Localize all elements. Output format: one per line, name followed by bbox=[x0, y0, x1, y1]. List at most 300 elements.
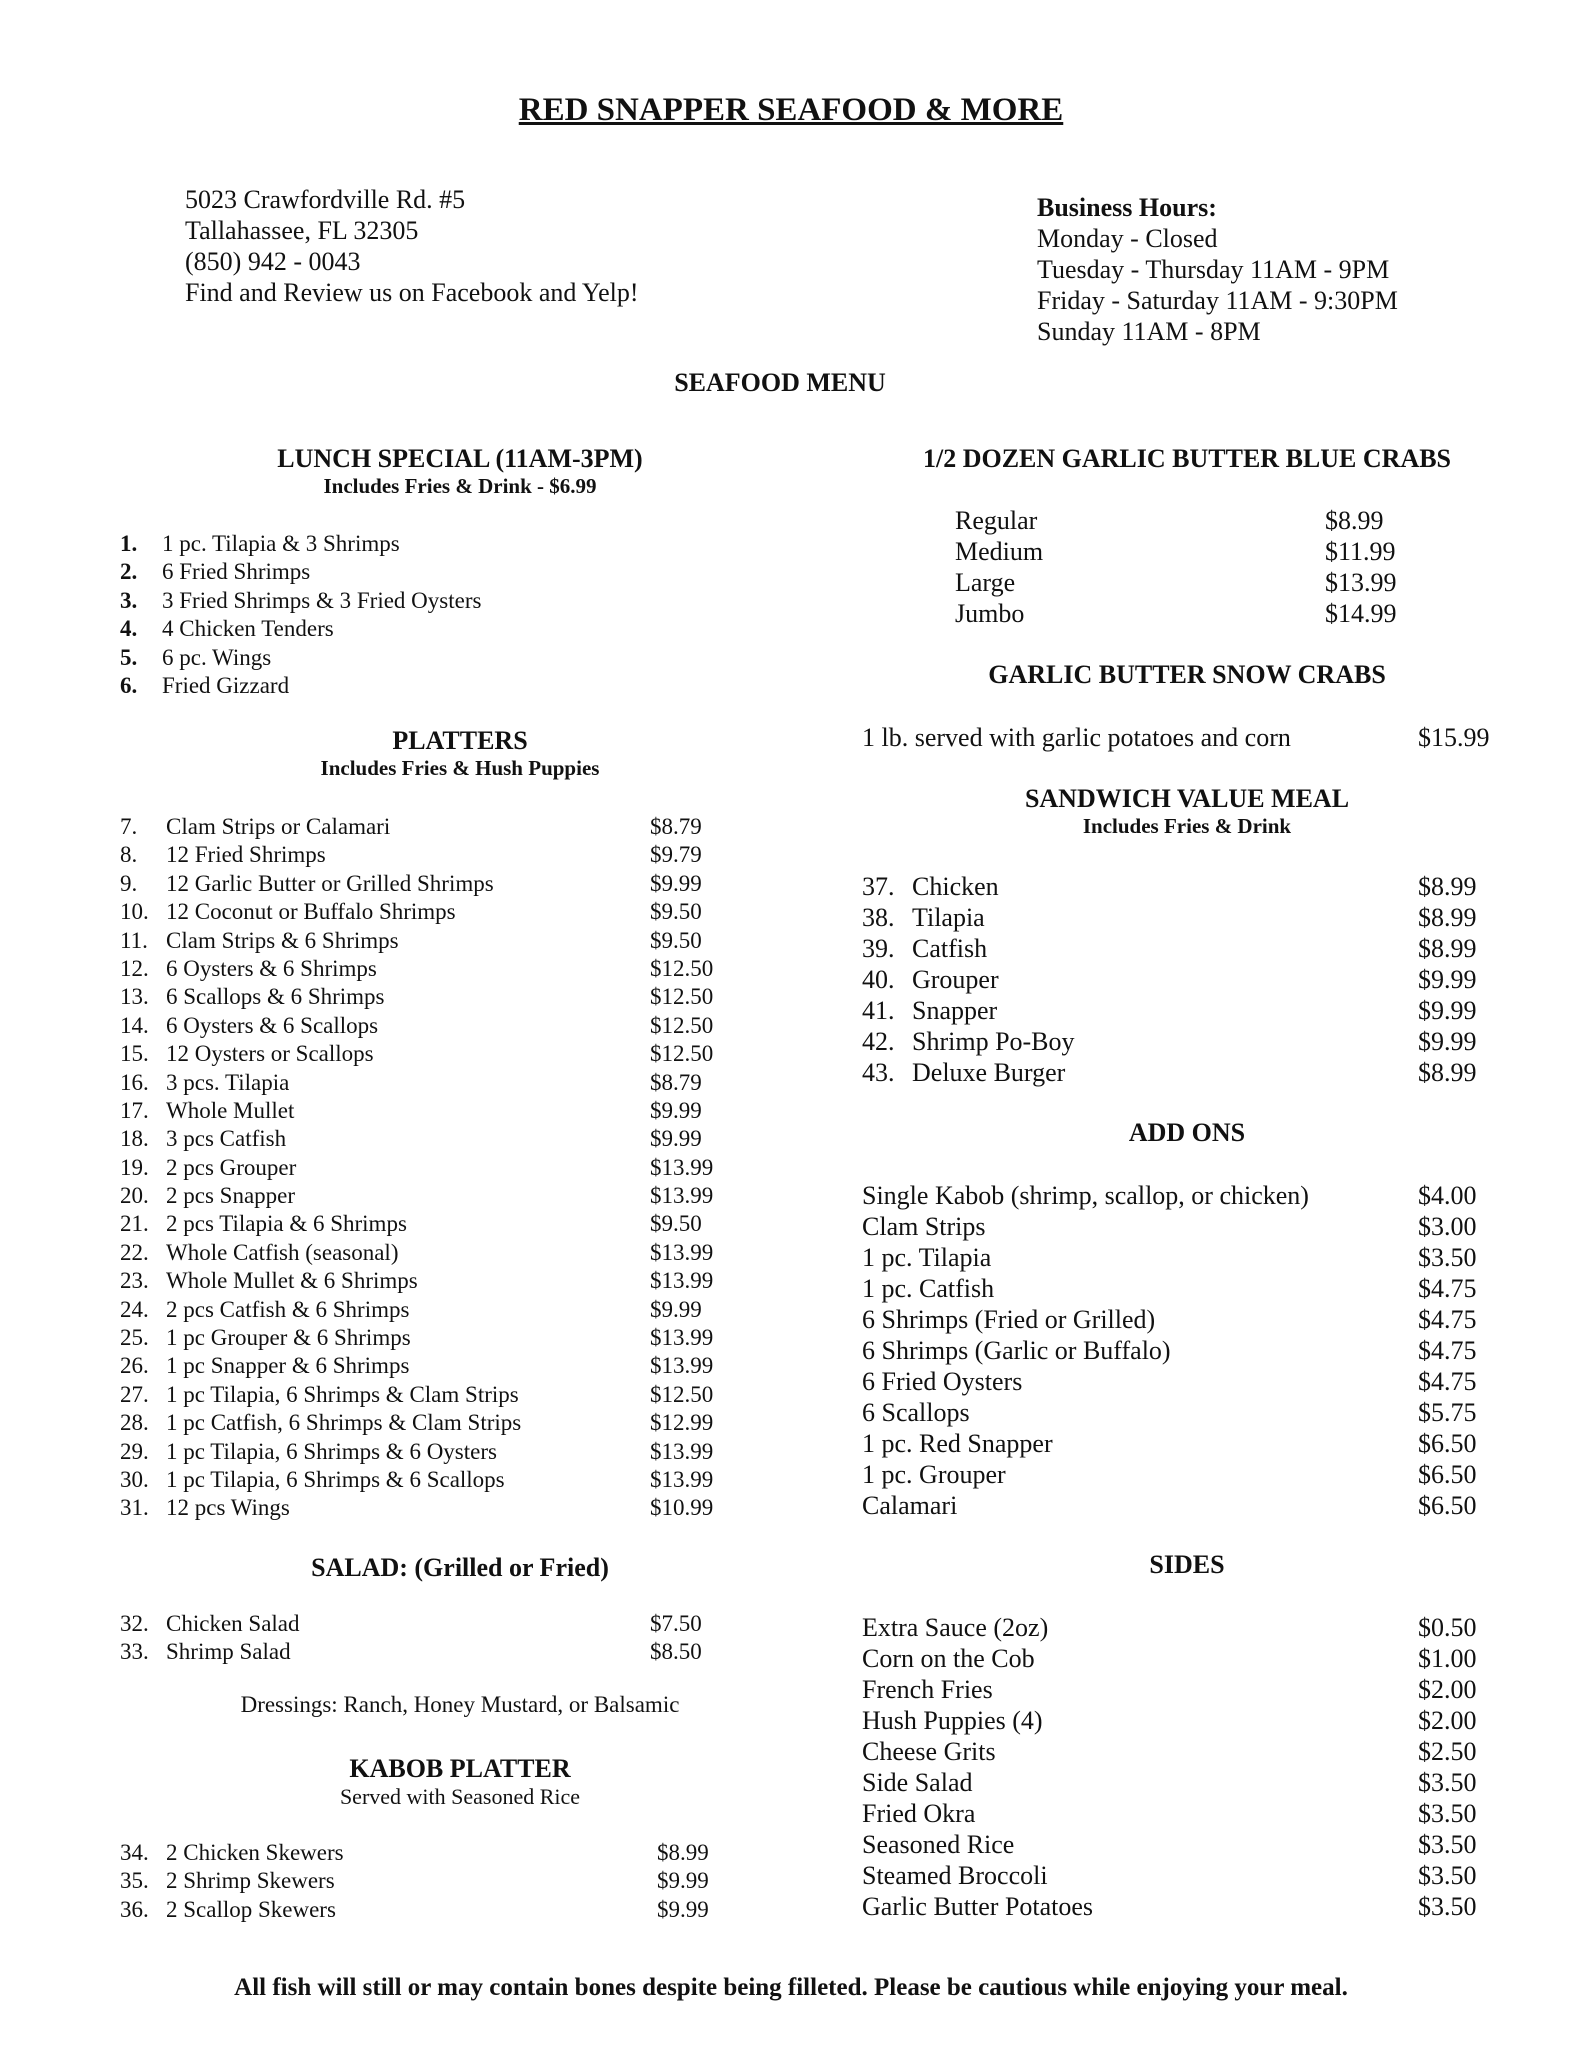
salad-title: SALAD: (Grilled or Fried) bbox=[311, 1553, 609, 1582]
kabob-list bbox=[120, 1839, 800, 1924]
list-item bbox=[120, 870, 800, 898]
list-item bbox=[120, 1296, 800, 1324]
item-number: 14. bbox=[120, 1012, 149, 1038]
list-item bbox=[862, 1736, 1512, 1767]
item-number: 25. bbox=[120, 1325, 149, 1351]
item-price: $12.50 bbox=[650, 1041, 714, 1067]
list-item bbox=[862, 1242, 1512, 1273]
item-name: 12 Oysters or Scallops bbox=[166, 1041, 374, 1067]
item-name: 6 Oysters & 6 Scallops bbox=[166, 1012, 379, 1038]
item-entry bbox=[120, 955, 377, 983]
addons-list bbox=[862, 1180, 1512, 1521]
list-item bbox=[120, 1867, 800, 1895]
item-entry bbox=[862, 1891, 1093, 1922]
item-price: $3.50 bbox=[1418, 1799, 1477, 1828]
item-name: 1 pc. Catfish bbox=[862, 1274, 995, 1303]
item-number: 42. bbox=[862, 1027, 895, 1056]
list-item bbox=[120, 1125, 800, 1153]
item-entry bbox=[120, 615, 334, 643]
item-entry bbox=[120, 558, 310, 586]
item-entry bbox=[120, 813, 390, 841]
platters-title: PLATTERS bbox=[392, 726, 528, 755]
item-name: Tilapia bbox=[912, 903, 985, 932]
item-name: 12 pcs Wings bbox=[166, 1495, 290, 1521]
item-name: Hush Puppies (4) bbox=[862, 1706, 1043, 1735]
item-name: Shrimp Salad bbox=[166, 1639, 291, 1665]
item-price: $2.00 bbox=[1418, 1675, 1477, 1704]
item-price: $8.50 bbox=[650, 1639, 702, 1665]
addons-title: ADD ONS bbox=[1128, 1118, 1246, 1147]
item-price: $13.99 bbox=[650, 1466, 714, 1492]
item-entry bbox=[120, 1125, 286, 1153]
kabob-subtitle: Served with Seasoned Rice bbox=[339, 1784, 581, 1809]
item-price: $10.99 bbox=[650, 1495, 714, 1521]
item-entry bbox=[862, 1860, 1048, 1891]
item-price: $9.50 bbox=[650, 927, 702, 953]
list-item bbox=[120, 898, 800, 926]
item-price: $8.99 bbox=[1418, 1058, 1477, 1087]
phone-number: (850) 942 - 0043 bbox=[185, 247, 361, 276]
list-item bbox=[120, 1324, 800, 1352]
item-name: Clam Strips bbox=[862, 1212, 986, 1241]
list-item bbox=[862, 871, 1512, 902]
item-entry bbox=[862, 1829, 1014, 1860]
item-price: $13.99 bbox=[650, 1268, 714, 1294]
item-price: $8.99 bbox=[1418, 903, 1477, 932]
item-name: Shrimp Po-Boy bbox=[912, 1027, 1075, 1056]
item-number: 4. bbox=[120, 616, 138, 642]
list-item bbox=[120, 1494, 800, 1522]
kabob-section bbox=[120, 1754, 800, 1810]
item-price: $3.50 bbox=[1418, 1243, 1477, 1272]
item-name: 2 Chicken Skewers bbox=[166, 1840, 344, 1865]
item-entry bbox=[120, 1097, 294, 1125]
item-number: 3. bbox=[120, 587, 138, 613]
item-number: 12. bbox=[120, 955, 149, 981]
item-price: $4.75 bbox=[1418, 1305, 1477, 1334]
item-price: $3.50 bbox=[1418, 1830, 1477, 1859]
blue-crabs-section bbox=[862, 444, 1512, 474]
item-price: $13.99 bbox=[650, 1183, 714, 1209]
item-name: 6 Shrimps (Garlic or Buffalo) bbox=[862, 1336, 1171, 1365]
snow-crabs-title: GARLIC BUTTER SNOW CRABS bbox=[988, 660, 1386, 689]
item-entry bbox=[120, 1012, 378, 1040]
list-item bbox=[120, 587, 800, 615]
sides-list bbox=[862, 1612, 1512, 1922]
item-name: Steamed Broccoli bbox=[862, 1861, 1048, 1890]
item-number: 26. bbox=[120, 1353, 149, 1379]
item-name: Deluxe Burger bbox=[912, 1058, 1066, 1087]
item-number: 41. bbox=[862, 996, 895, 1025]
item-number: 15. bbox=[120, 1041, 149, 1067]
blue-crabs-list bbox=[955, 505, 1405, 629]
list-item bbox=[120, 1352, 800, 1380]
item-entry bbox=[120, 1154, 296, 1182]
item-price: $0.50 bbox=[1418, 1613, 1477, 1642]
item-number: 5. bbox=[120, 644, 138, 670]
item-entry bbox=[120, 1069, 289, 1097]
item-entry bbox=[120, 587, 481, 615]
item-price: $13.99 bbox=[650, 1325, 714, 1351]
item-price: $3.00 bbox=[1418, 1212, 1477, 1241]
item-name: 1 pc. Tilapia & 3 Shrimps bbox=[162, 531, 400, 556]
item-entry bbox=[862, 1273, 994, 1304]
item-price: $9.99 bbox=[657, 1896, 709, 1922]
item-price: $9.99 bbox=[1418, 965, 1477, 994]
item-name: 2 Shrimp Skewers bbox=[166, 1868, 335, 1894]
salad-list bbox=[120, 1610, 800, 1667]
item-number: 29. bbox=[120, 1438, 149, 1464]
addons-section bbox=[862, 1118, 1512, 1148]
item-entry bbox=[955, 598, 1024, 629]
item-price: $9.99 bbox=[650, 1126, 702, 1152]
list-item bbox=[120, 615, 800, 643]
sides-title: SIDES bbox=[1149, 1550, 1225, 1579]
list-item bbox=[955, 567, 1405, 598]
item-price: $6.50 bbox=[1418, 1460, 1477, 1489]
item-entry bbox=[120, 1381, 519, 1409]
item-entry bbox=[120, 644, 271, 672]
item-number: 2. bbox=[120, 559, 138, 585]
item-entry bbox=[120, 1438, 497, 1466]
item-name: 6 Fried Oysters bbox=[862, 1367, 1023, 1396]
business-hours bbox=[1037, 192, 1398, 347]
lunch-special-title: LUNCH SPECIAL (11AM-3PM) bbox=[277, 444, 643, 473]
item-entry bbox=[862, 964, 999, 995]
list-item bbox=[120, 1040, 800, 1068]
item-entry bbox=[862, 1397, 970, 1428]
item-number: 35. bbox=[120, 1868, 149, 1894]
list-item bbox=[862, 964, 1512, 995]
item-entry bbox=[862, 1459, 1006, 1490]
item-name: Whole Mullet & 6 Shrimps bbox=[166, 1268, 418, 1294]
item-entry bbox=[120, 1896, 336, 1924]
list-item bbox=[862, 1767, 1512, 1798]
sandwich-section bbox=[862, 784, 1512, 839]
item-entry bbox=[862, 1366, 1022, 1397]
item-name: 1 pc. Grouper bbox=[862, 1460, 1006, 1489]
item-name: Snapper bbox=[912, 996, 998, 1025]
item-number: 34. bbox=[120, 1840, 149, 1865]
list-item bbox=[862, 1674, 1512, 1705]
item-number: 6. bbox=[120, 672, 138, 698]
address-line: 5023 Crawfordville Rd. #5 bbox=[185, 185, 466, 214]
item-price: $12.50 bbox=[650, 955, 714, 981]
item-entry bbox=[862, 1242, 991, 1273]
list-item bbox=[120, 983, 800, 1011]
item-price: $12.50 bbox=[650, 1012, 714, 1038]
item-number: 19. bbox=[120, 1154, 149, 1180]
item-entry bbox=[862, 1490, 957, 1521]
item-number: 24. bbox=[120, 1296, 149, 1322]
list-item bbox=[120, 1638, 800, 1666]
list-item bbox=[120, 1409, 800, 1437]
item-name: Extra Sauce (2oz) bbox=[862, 1613, 1049, 1642]
item-price: $4.75 bbox=[1418, 1274, 1477, 1303]
item-entry bbox=[120, 672, 289, 700]
item-entry bbox=[120, 1839, 344, 1867]
item-entry bbox=[120, 1352, 409, 1380]
item-entry bbox=[862, 1705, 1043, 1736]
item-entry bbox=[955, 536, 1043, 567]
list-item bbox=[862, 1026, 1512, 1057]
item-entry bbox=[120, 1494, 290, 1522]
list-item bbox=[862, 1428, 1512, 1459]
item-name: Grouper bbox=[912, 965, 999, 994]
list-item bbox=[862, 1612, 1512, 1643]
item-number: 37. bbox=[862, 872, 895, 901]
review-note: Find and Review us on Facebook and Yelp! bbox=[185, 278, 639, 307]
list-item bbox=[862, 1211, 1512, 1242]
item-entry bbox=[862, 1057, 1065, 1088]
item-number: 30. bbox=[120, 1466, 149, 1492]
item-price: $4.75 bbox=[1418, 1367, 1477, 1396]
blue-crabs-title: 1/2 DOZEN GARLIC BUTTER BLUE CRABS bbox=[922, 444, 1452, 473]
item-price: $9.50 bbox=[650, 899, 702, 925]
item-name: 2 pcs Grouper bbox=[166, 1154, 297, 1180]
item-name: Jumbo bbox=[955, 599, 1025, 628]
list-item bbox=[862, 1304, 1512, 1335]
item-name: Medium bbox=[955, 537, 1044, 566]
item-number: 7. bbox=[120, 814, 138, 839]
item-number: 28. bbox=[120, 1410, 149, 1436]
item-entry bbox=[120, 1610, 300, 1638]
item-price: $8.79 bbox=[650, 1069, 702, 1095]
list-item bbox=[955, 536, 1405, 567]
item-name: Chicken Salad bbox=[166, 1611, 300, 1636]
item-price: $12.50 bbox=[650, 1381, 714, 1407]
lunch-special-list bbox=[120, 530, 800, 700]
item-price: $13.99 bbox=[650, 1239, 714, 1265]
item-price: $3.50 bbox=[1418, 1768, 1477, 1797]
item-entry bbox=[120, 1296, 409, 1324]
item-name: Clam Strips or Calamari bbox=[166, 814, 391, 839]
list-item bbox=[862, 1798, 1512, 1829]
item-price: $9.99 bbox=[650, 870, 702, 896]
list-item bbox=[862, 1643, 1512, 1674]
list-item bbox=[120, 1182, 800, 1210]
list-item bbox=[862, 1829, 1512, 1860]
item-name: 12 Coconut or Buffalo Shrimps bbox=[166, 899, 456, 925]
item-name: French Fries bbox=[862, 1675, 993, 1704]
list-item bbox=[120, 927, 800, 955]
list-item bbox=[120, 1267, 800, 1295]
item-name: 12 Garlic Butter or Grilled Shrimps bbox=[166, 870, 494, 896]
address-block bbox=[185, 184, 639, 308]
snow-crabs-section bbox=[862, 660, 1512, 690]
item-entry bbox=[120, 1867, 335, 1895]
list-item bbox=[862, 933, 1512, 964]
item-number: 31. bbox=[120, 1495, 149, 1521]
item-name: 6 Shrimps (Fried or Grilled) bbox=[862, 1305, 1156, 1334]
salad-section bbox=[120, 1553, 800, 1583]
item-price: $13.99 bbox=[650, 1438, 714, 1464]
item-price: $2.00 bbox=[1418, 1706, 1477, 1735]
item-price: $13.99 bbox=[650, 1353, 714, 1379]
item-number: 16. bbox=[120, 1069, 149, 1095]
bones-warning: All fish will still or may contain bones despite being filleted. Please be cautious while enjoying your meal. bbox=[234, 1974, 1348, 2001]
item-number: 36. bbox=[120, 1896, 149, 1922]
sides-section bbox=[862, 1550, 1512, 1580]
list-item bbox=[120, 1438, 800, 1466]
menu-title: RED SNAPPER SEAFOOD & MORE bbox=[518, 92, 1064, 128]
item-entry bbox=[862, 1736, 996, 1767]
item-entry bbox=[120, 983, 385, 1011]
item-entry bbox=[955, 567, 1015, 598]
item-price: $2.50 bbox=[1418, 1737, 1477, 1766]
item-number: 8. bbox=[120, 842, 138, 868]
sandwich-subtitle: Includes Fries & Drink bbox=[1082, 814, 1292, 838]
item-name: Whole Catfish (seasonal) bbox=[166, 1239, 399, 1265]
item-name: 3 Fried Shrimps & 3 Fried Oysters bbox=[162, 587, 482, 613]
list-item bbox=[120, 813, 800, 841]
item-price: $7.50 bbox=[650, 1611, 702, 1636]
item-entry bbox=[120, 1210, 407, 1238]
item-entry bbox=[862, 1674, 993, 1705]
list-item bbox=[120, 558, 800, 586]
item-number: 9. bbox=[120, 870, 138, 896]
item-name: 1 pc Tilapia, 6 Shrimps & 6 Oysters bbox=[166, 1438, 497, 1464]
list-item bbox=[120, 1610, 800, 1638]
item-name: 1 pc. Tilapia bbox=[862, 1243, 992, 1272]
item-name: Corn on the Cob bbox=[862, 1644, 1035, 1673]
item-name: 1 pc Grouper & 6 Shrimps bbox=[166, 1325, 411, 1351]
item-name: 2 Scallop Skewers bbox=[166, 1896, 336, 1922]
item-number: 11. bbox=[120, 927, 148, 953]
item-price: $6.50 bbox=[1418, 1429, 1477, 1458]
list-item bbox=[862, 1490, 1512, 1521]
seafood-menu-heading: SEAFOOD MENU bbox=[674, 368, 886, 397]
list-item bbox=[862, 902, 1512, 933]
item-name: Clam Strips & 6 Shrimps bbox=[166, 927, 399, 953]
item-name: 1 pc Catfish, 6 Shrimps & Clam Strips bbox=[166, 1410, 522, 1436]
item-name: Catfish bbox=[912, 934, 988, 963]
item-name: 3 pcs. Tilapia bbox=[166, 1069, 290, 1095]
item-number: 1. bbox=[120, 531, 138, 556]
item-price: $9.99 bbox=[650, 1296, 702, 1322]
item-entry bbox=[120, 1267, 418, 1295]
item-name: 1 lb. served with garlic potatoes and corn bbox=[862, 723, 1291, 752]
list-item bbox=[862, 722, 1512, 753]
item-name: 12 Fried Shrimps bbox=[166, 842, 326, 868]
hours-line: Friday - Saturday 11AM - 9:30PM bbox=[1037, 286, 1398, 315]
item-name: Fried Gizzard bbox=[162, 672, 290, 698]
item-name: Calamari bbox=[862, 1491, 958, 1520]
platters-section bbox=[120, 726, 800, 781]
item-number: 32. bbox=[120, 1611, 149, 1636]
item-entry bbox=[862, 1026, 1075, 1057]
item-entry bbox=[120, 1040, 374, 1068]
item-entry bbox=[120, 1182, 295, 1210]
list-item bbox=[862, 1891, 1512, 1922]
hours-heading: Business Hours: bbox=[1037, 193, 1217, 222]
item-price: $13.99 bbox=[1325, 568, 1397, 597]
item-entry bbox=[120, 927, 399, 955]
list-item bbox=[120, 1896, 800, 1924]
item-entry bbox=[120, 1239, 398, 1267]
item-price: $13.99 bbox=[650, 1154, 714, 1180]
item-price: $4.00 bbox=[1418, 1181, 1477, 1210]
sandwich-title: SANDWICH VALUE MEAL bbox=[1024, 784, 1350, 813]
item-number: 13. bbox=[120, 984, 149, 1010]
item-price: $9.99 bbox=[657, 1868, 709, 1894]
item-price: $1.00 bbox=[1418, 1644, 1477, 1673]
list-item bbox=[120, 1097, 800, 1125]
list-item bbox=[120, 1012, 800, 1040]
item-number: 33. bbox=[120, 1639, 149, 1665]
item-entry bbox=[120, 1324, 411, 1352]
item-name: 1 pc Tilapia, 6 Shrimps & 6 Scallops bbox=[166, 1466, 505, 1492]
item-price: $6.50 bbox=[1418, 1491, 1477, 1520]
item-name: Seasoned Rice bbox=[862, 1830, 1015, 1859]
hours-line: Monday - Closed bbox=[1037, 224, 1218, 253]
item-name: Regular bbox=[955, 506, 1038, 535]
item-name: Chicken bbox=[912, 872, 999, 901]
item-name: Whole Mullet bbox=[166, 1097, 295, 1123]
hours-line: Sunday 11AM - 8PM bbox=[1037, 317, 1261, 346]
item-price: $8.99 bbox=[1418, 872, 1477, 901]
item-entry bbox=[862, 1304, 1155, 1335]
list-item bbox=[120, 841, 800, 869]
item-name: 6 Scallops bbox=[862, 1398, 970, 1427]
item-price: $4.75 bbox=[1418, 1336, 1477, 1365]
item-price: $9.99 bbox=[1418, 996, 1477, 1025]
item-name: 2 pcs Catfish & 6 Shrimps bbox=[166, 1296, 410, 1322]
item-price: $8.99 bbox=[1418, 934, 1477, 963]
dressings-note: Dressings: Ranch, Honey Mustard, or Balsamic bbox=[240, 1692, 680, 1717]
item-entry bbox=[862, 995, 997, 1026]
item-entry bbox=[862, 1643, 1035, 1674]
list-item bbox=[862, 1366, 1512, 1397]
item-price: $8.99 bbox=[1325, 506, 1384, 535]
item-entry bbox=[120, 898, 456, 926]
item-price: $9.99 bbox=[1418, 1027, 1477, 1056]
item-entry bbox=[862, 1428, 1053, 1459]
list-item bbox=[120, 1239, 800, 1267]
list-item bbox=[862, 1180, 1512, 1211]
item-name: Large bbox=[955, 568, 1016, 597]
list-item bbox=[862, 1397, 1512, 1428]
list-item bbox=[862, 1273, 1512, 1304]
item-price: $8.99 bbox=[657, 1840, 709, 1865]
item-entry bbox=[862, 1211, 986, 1242]
item-entry bbox=[862, 1180, 1309, 1211]
item-name: 1 pc Snapper & 6 Shrimps bbox=[166, 1353, 410, 1379]
item-number: 27. bbox=[120, 1381, 149, 1407]
item-name: 6 pc. Wings bbox=[162, 644, 272, 670]
list-item bbox=[120, 955, 800, 983]
item-name: Cheese Grits bbox=[862, 1737, 996, 1766]
hours-line: Tuesday - Thursday 11AM - 9PM bbox=[1037, 255, 1390, 284]
sandwich-list bbox=[862, 871, 1512, 1088]
list-item bbox=[120, 530, 800, 558]
list-item bbox=[120, 1381, 800, 1409]
list-item bbox=[862, 995, 1512, 1026]
item-price: $8.79 bbox=[650, 814, 702, 839]
item-entry bbox=[862, 1798, 975, 1829]
item-price: $12.50 bbox=[650, 984, 714, 1010]
item-entry bbox=[862, 1612, 1048, 1643]
item-name: Fried Okra bbox=[862, 1799, 976, 1828]
list-item bbox=[862, 1860, 1512, 1891]
list-item bbox=[955, 505, 1405, 536]
list-item bbox=[862, 1335, 1512, 1366]
item-entry bbox=[120, 870, 494, 898]
item-price: $14.99 bbox=[1325, 599, 1397, 628]
platters-subtitle: Includes Fries & Hush Puppies bbox=[320, 756, 600, 780]
item-price: $9.79 bbox=[650, 842, 702, 868]
item-entry bbox=[862, 871, 999, 902]
